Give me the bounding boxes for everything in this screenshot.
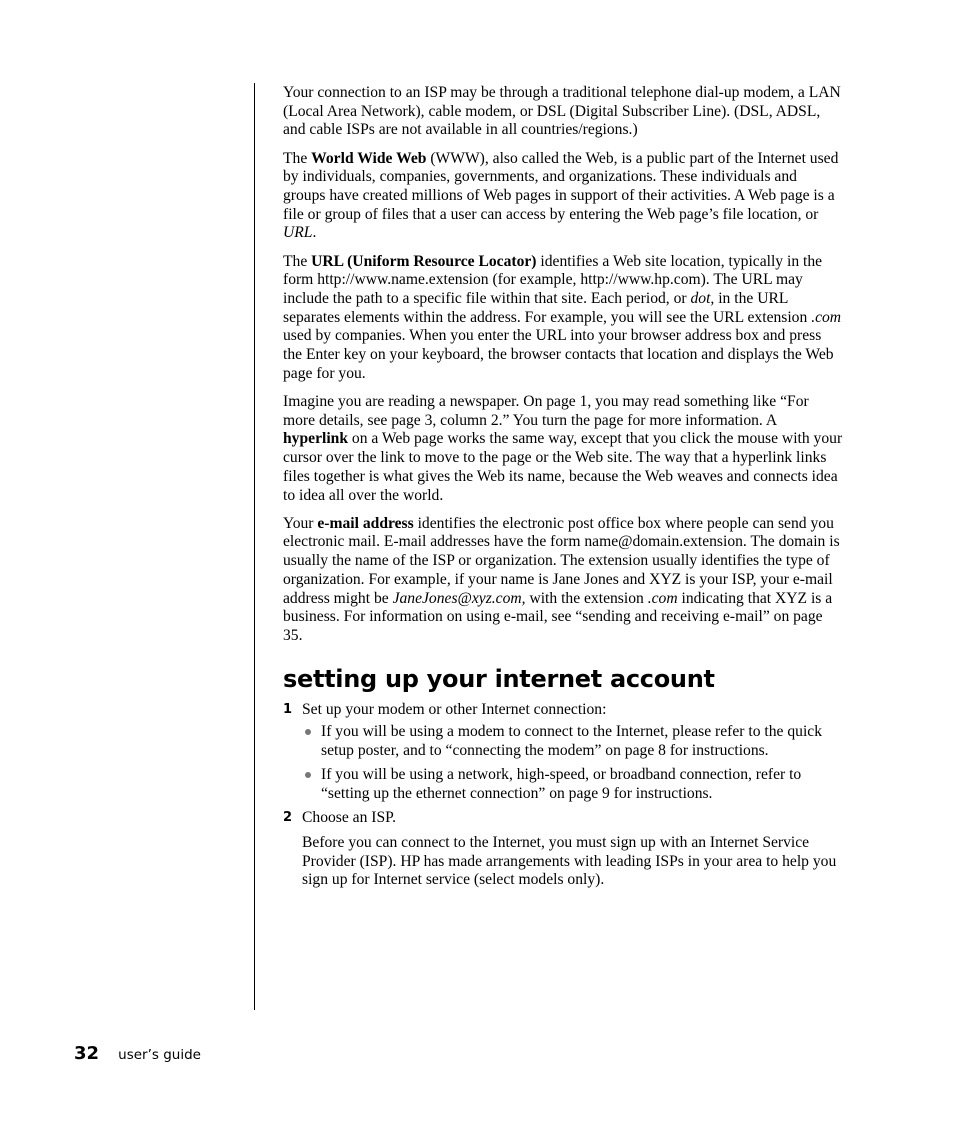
term-url: URL: [283, 224, 313, 242]
page-number: 32: [74, 1043, 100, 1064]
page-footer: [74, 1043, 201, 1064]
bullet-icon: [305, 729, 311, 735]
step-item: [283, 809, 843, 828]
paragraph-isp-connection: Your connection to an ISP may be through a traditional telephone dial-up modem, a LAN (Local Area Network), cable modem, or DSL (Digital Subscriber Line). (DSL, ADSL, and cable ISPs are not available in all countries/regions.): [283, 84, 841, 139]
step-text: Set up your modem or other Internet connection:: [302, 700, 607, 718]
paragraph-hyperlink: Imagine you are reading a newspaper. On page 1, you may read something like “For more details, see page 3, column 2.” You turn the page for more information. A hyperlink on a Web page works the same way, except that you click the mouse with your cursor over the link to move to the page or the Web site. The way that a hyperlink links files together is what gives the Web its name, because the Web weaves and connects idea to idea all over the world.: [283, 393, 843, 504]
bullet-list: [283, 723, 843, 803]
section-heading: setting up your internet account: [283, 664, 715, 693]
term-hyperlink: hyperlink: [283, 430, 348, 448]
margin-rule: [254, 83, 255, 1010]
step-item: [283, 701, 843, 720]
main-content: [283, 84, 843, 890]
term-world-wide-web: World Wide Web: [311, 149, 427, 167]
guide-label: user’s guide: [118, 1047, 201, 1063]
step-number: 2: [283, 810, 293, 826]
term-com-extension: .com: [647, 589, 678, 607]
step-number: 1: [283, 701, 293, 717]
example-email: JaneJones@xyz.com,: [392, 589, 526, 607]
term-dot: dot,: [690, 290, 715, 308]
term-url-definition: URL (Uniform Resource Locator): [311, 252, 537, 270]
paragraph-email-address: Your e-mail address identifies the electronic post office box where people can send you electronic mail. E-mail addresses have the form name@domain.extension. The domain is usually the name of the ISP or organization. The extension usually identifies the type of organization. For example, if your name is Jane Jones and XYZ is your ISP, your e-mail address might be JaneJones@xyz.com, with the extension .com indicating that XYZ is a business. For information on using e-mail, see “sending and receiving e-mail” on page 35.: [283, 514, 840, 644]
step-body: Before you can connect to the Internet, you must sign up with an Internet Service Provider (ISP). HP has made arrangements with leading ISPs in your area to help you sign up for Internet service (select models only).: [302, 833, 837, 889]
term-email-address: e-mail address: [317, 514, 414, 532]
step-text: Choose an ISP.: [302, 809, 397, 827]
paragraph-url: The URL (Uniform Resource Locator) identifies a Web site location, typically in the form http://www.name.extension (for example, http://www.hp.com). The URL may include the path to a specific file within that site. Each period, or dot, in the URL separates elements within the address. For example, you will see the URL extension .com used by companies. When you enter the URL into your browser address box and press the Enter key on your keyboard, the browser contacts that location and displays the Web page for you.: [283, 252, 842, 382]
bullet-item: If you will be using a modem to connect to the Internet, please refer to the quick setup poster, and to “connecting the modem” on page 8 for instructions.: [321, 723, 843, 760]
bullet-icon: [305, 772, 311, 778]
paragraph-world-wide-web: The World Wide Web (WWW), also called the Web, is a public part of the Internet used by individuals, companies, governments, and organizations. These individuals and groups have created millions of Web pages in support of their activities. A Web page is a file or group of files that a user can access by entering the Web page’s file location, or URL.: [283, 149, 839, 242]
bullet-item: If you will be using a network, high-speed, or broadband connection, refer to “setting up the ethernet connection” on page 9 for instructions.: [321, 766, 843, 803]
term-com: .com: [811, 308, 842, 326]
